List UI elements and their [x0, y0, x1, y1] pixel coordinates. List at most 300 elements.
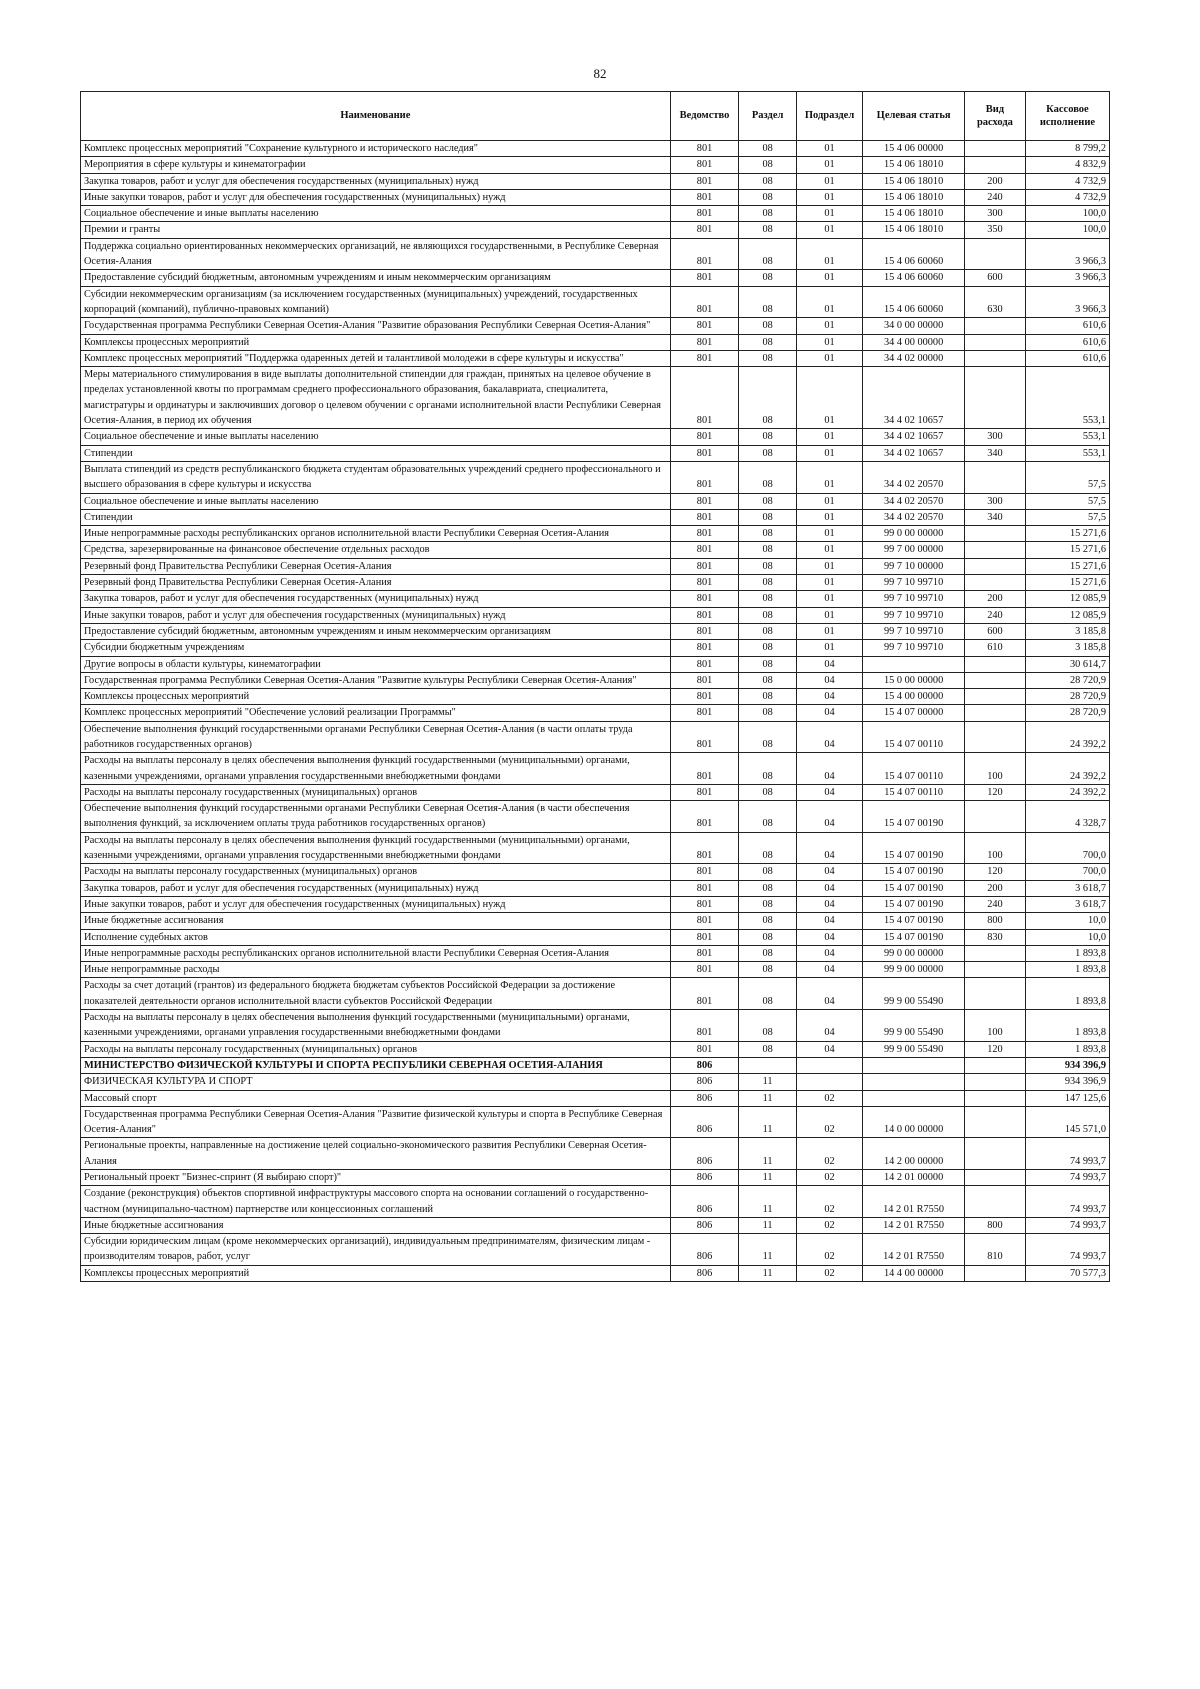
cell-target	[863, 1090, 965, 1106]
table-row	[81, 1217, 1110, 1233]
cell-exp-type: 240	[965, 896, 1026, 912]
cell-section: 08	[739, 607, 797, 623]
cell-target: 15 4 07 00000	[863, 705, 965, 721]
cell-name: Субсидии некоммерческим организациям (за исключением государственных (муниципальных) учреждений, государственных корпораций (компаний), публично-правовых компаний)	[81, 286, 671, 318]
cell-section: 08	[739, 705, 797, 721]
cell-exp-type	[965, 542, 1026, 558]
cell-dept: 801	[670, 721, 739, 753]
cell-dept: 801	[670, 334, 739, 350]
cell-name: Поддержка социально ориентированных некоммерческих организаций, не являющихся государственными, в Республике Северная Осетия-Алания	[81, 238, 671, 270]
cell-subsection: 01	[796, 640, 862, 656]
cell-section: 08	[739, 962, 797, 978]
cell-name: Комплекс процессных мероприятий "Сохранение культурного и исторического наследия"	[81, 141, 671, 157]
cell-target: 99 0 00 00000	[863, 945, 965, 961]
cell-amount: 57,5	[1025, 509, 1109, 525]
cell-name: Стипендии	[81, 509, 671, 525]
cell-name: ФИЗИЧЕСКАЯ КУЛЬТУРА И СПОРТ	[81, 1074, 671, 1090]
cell-dept: 801	[670, 1041, 739, 1057]
table-row	[81, 367, 1110, 429]
cell-subsection: 02	[796, 1090, 862, 1106]
cell-target: 34 4 02 10657	[863, 429, 965, 445]
cell-section: 08	[739, 929, 797, 945]
cell-subsection: 02	[796, 1170, 862, 1186]
table-row	[81, 575, 1110, 591]
cell-section: 08	[739, 721, 797, 753]
cell-subsection: 02	[796, 1234, 862, 1266]
cell-target: 99 7 10 00000	[863, 558, 965, 574]
table-header	[81, 92, 1110, 141]
cell-exp-type	[965, 1138, 1026, 1170]
cell-section: 08	[739, 640, 797, 656]
cell-amount: 24 392,2	[1025, 721, 1109, 753]
cell-dept: 801	[670, 896, 739, 912]
cell-dept: 801	[670, 526, 739, 542]
cell-exp-type: 340	[965, 445, 1026, 461]
cell-section: 08	[739, 173, 797, 189]
cell-exp-type	[965, 334, 1026, 350]
cell-amount: 28 720,9	[1025, 689, 1109, 705]
cell-target: 15 4 06 18010	[863, 222, 965, 238]
cell-target: 34 4 02 00000	[863, 350, 965, 366]
cell-target: 15 4 06 18010	[863, 206, 965, 222]
cell-target: 99 0 00 00000	[863, 526, 965, 542]
table-row	[81, 1265, 1110, 1281]
table-row	[81, 607, 1110, 623]
table-row	[81, 542, 1110, 558]
table-row	[81, 945, 1110, 961]
cell-target: 15 4 06 60060	[863, 238, 965, 270]
cell-target: 15 4 07 00110	[863, 784, 965, 800]
table-row	[81, 1138, 1110, 1170]
cell-exp-type: 200	[965, 591, 1026, 607]
table-row	[81, 978, 1110, 1010]
cell-section: 08	[739, 656, 797, 672]
cell-exp-type: 240	[965, 607, 1026, 623]
cell-name: Исполнение судебных актов	[81, 929, 671, 945]
table-row	[81, 784, 1110, 800]
table-row	[81, 350, 1110, 366]
cell-subsection: 02	[796, 1186, 862, 1218]
cell-exp-type: 350	[965, 222, 1026, 238]
cell-section: 08	[739, 864, 797, 880]
cell-amount: 24 392,2	[1025, 784, 1109, 800]
cell-section: 08	[739, 238, 797, 270]
cell-target: 99 9 00 55490	[863, 978, 965, 1010]
cell-name: Мероприятия в сфере культуры и кинематографии	[81, 157, 671, 173]
table-row	[81, 1106, 1110, 1138]
cell-amount: 3 966,3	[1025, 238, 1109, 270]
cell-exp-type	[965, 705, 1026, 721]
cell-exp-type: 120	[965, 784, 1026, 800]
cell-name: Стипендии	[81, 445, 671, 461]
cell-subsection: 01	[796, 558, 862, 574]
cell-subsection: 02	[796, 1138, 862, 1170]
cell-subsection: 01	[796, 542, 862, 558]
cell-name: Закупка товаров, работ и услуг для обеспечения государственных (муниципальных) нужд	[81, 880, 671, 896]
cell-name: Региональный проект "Бизнес-спринт (Я выбираю спорт)"	[81, 1170, 671, 1186]
table-row	[81, 656, 1110, 672]
cell-dept: 801	[670, 753, 739, 785]
cell-exp-type	[965, 962, 1026, 978]
table-row	[81, 206, 1110, 222]
cell-name: Иные непрограммные расходы республиканских органов исполнительной власти Республики Северная Осетия-Алания	[81, 526, 671, 542]
cell-amount: 610,6	[1025, 318, 1109, 334]
cell-name: Социальное обеспечение и иные выплаты населению	[81, 493, 671, 509]
cell-exp-type	[965, 721, 1026, 753]
cell-dept: 801	[670, 801, 739, 833]
cell-name: Социальное обеспечение и иные выплаты населению	[81, 429, 671, 445]
cell-amount: 934 396,9	[1025, 1057, 1109, 1073]
cell-amount: 15 271,6	[1025, 542, 1109, 558]
cell-amount: 4 732,9	[1025, 189, 1109, 205]
cell-exp-type	[965, 1057, 1026, 1073]
cell-section: 08	[739, 222, 797, 238]
cell-name: Комплексы процессных мероприятий	[81, 689, 671, 705]
header-exp-type: Вид расхода	[965, 92, 1026, 141]
cell-exp-type: 800	[965, 1217, 1026, 1233]
cell-dept: 806	[670, 1106, 739, 1138]
cell-section: 11	[739, 1186, 797, 1218]
cell-name: Премии и гранты	[81, 222, 671, 238]
table-row	[81, 493, 1110, 509]
cell-name: Комплекс процессных мероприятий "Поддержка одаренных детей и талантливой молодежи в сфере культуры и искусства"	[81, 350, 671, 366]
cell-dept: 801	[670, 350, 739, 366]
cell-section: 08	[739, 832, 797, 864]
cell-amount: 74 993,7	[1025, 1234, 1109, 1266]
cell-dept: 801	[670, 189, 739, 205]
cell-target: 14 4 00 00000	[863, 1265, 965, 1281]
cell-subsection	[796, 1057, 862, 1073]
cell-dept: 806	[670, 1090, 739, 1106]
cell-target	[863, 1074, 965, 1090]
cell-exp-type: 800	[965, 913, 1026, 929]
table-row	[81, 173, 1110, 189]
cell-subsection: 01	[796, 334, 862, 350]
cell-amount: 700,0	[1025, 864, 1109, 880]
cell-subsection: 04	[796, 753, 862, 785]
cell-subsection: 04	[796, 832, 862, 864]
cell-section: 08	[739, 509, 797, 525]
cell-subsection: 01	[796, 493, 862, 509]
cell-target: 99 7 10 99710	[863, 640, 965, 656]
cell-target: 15 4 06 18010	[863, 157, 965, 173]
cell-amount: 934 396,9	[1025, 1074, 1109, 1090]
table-row	[81, 929, 1110, 945]
cell-target: 15 4 07 00190	[863, 896, 965, 912]
table-row	[81, 721, 1110, 753]
table-row	[81, 189, 1110, 205]
cell-name: Создание (реконструкция) объектов спортивной инфраструктуры массового спорта на основании соглашений о государственно-частном (муниципально-частном) партнерстве или концессионных соглашений	[81, 1186, 671, 1218]
cell-amount: 4 732,9	[1025, 173, 1109, 189]
cell-target: 15 4 06 00000	[863, 141, 965, 157]
cell-name: Закупка товаров, работ и услуг для обеспечения государственных (муниципальных) нужд	[81, 173, 671, 189]
cell-section: 11	[739, 1170, 797, 1186]
cell-name: Субсидии бюджетным учреждениям	[81, 640, 671, 656]
cell-dept: 801	[670, 913, 739, 929]
cell-dept: 801	[670, 206, 739, 222]
cell-name: Расходы на выплаты персоналу государственных (муниципальных) органов	[81, 784, 671, 800]
cell-subsection: 04	[796, 1010, 862, 1042]
cell-subsection: 04	[796, 978, 862, 1010]
cell-amount: 100,0	[1025, 222, 1109, 238]
cell-exp-type	[965, 1186, 1026, 1218]
cell-section: 08	[739, 591, 797, 607]
cell-section: 08	[739, 689, 797, 705]
table-row	[81, 509, 1110, 525]
cell-amount: 1 893,8	[1025, 1041, 1109, 1057]
cell-target: 34 0 00 00000	[863, 318, 965, 334]
cell-amount: 24 392,2	[1025, 753, 1109, 785]
cell-section: 08	[739, 526, 797, 542]
cell-exp-type	[965, 672, 1026, 688]
cell-amount: 147 125,6	[1025, 1090, 1109, 1106]
cell-amount: 57,5	[1025, 493, 1109, 509]
cell-dept: 801	[670, 945, 739, 961]
table-row	[81, 270, 1110, 286]
cell-dept: 801	[670, 222, 739, 238]
cell-name: Иные бюджетные ассигнования	[81, 1217, 671, 1233]
cell-target: 15 4 00 00000	[863, 689, 965, 705]
cell-amount: 100,0	[1025, 206, 1109, 222]
cell-amount: 12 085,9	[1025, 591, 1109, 607]
table-row	[81, 672, 1110, 688]
cell-dept: 801	[670, 672, 739, 688]
cell-target: 15 4 07 00190	[863, 801, 965, 833]
page-number: 82	[593, 66, 607, 81]
table-row	[81, 558, 1110, 574]
cell-exp-type: 200	[965, 880, 1026, 896]
cell-exp-type: 200	[965, 173, 1026, 189]
cell-exp-type	[965, 238, 1026, 270]
cell-dept: 806	[670, 1217, 739, 1233]
cell-subsection: 01	[796, 206, 862, 222]
cell-name: Государственная программа Республики Северная Осетия-Алания "Развитие культуры Республики Северная Осетия-Алания"	[81, 672, 671, 688]
table-row	[81, 286, 1110, 318]
cell-dept: 801	[670, 575, 739, 591]
cell-amount: 12 085,9	[1025, 607, 1109, 623]
cell-target: 15 4 06 60060	[863, 286, 965, 318]
table-row	[81, 1041, 1110, 1057]
cell-dept: 801	[670, 445, 739, 461]
table-row	[81, 461, 1110, 493]
cell-section: 08	[739, 270, 797, 286]
cell-amount: 3 185,8	[1025, 640, 1109, 656]
cell-name: Массовый спорт	[81, 1090, 671, 1106]
table-row	[81, 1010, 1110, 1042]
cell-subsection: 01	[796, 270, 862, 286]
cell-amount: 610,6	[1025, 334, 1109, 350]
cell-dept: 801	[670, 929, 739, 945]
cell-dept: 801	[670, 238, 739, 270]
cell-section: 08	[739, 753, 797, 785]
table-row	[81, 623, 1110, 639]
cell-exp-type	[965, 1170, 1026, 1186]
cell-section: 08	[739, 542, 797, 558]
cell-subsection: 02	[796, 1106, 862, 1138]
table-row	[81, 864, 1110, 880]
cell-section: 08	[739, 286, 797, 318]
cell-target: 99 7 10 99710	[863, 623, 965, 639]
cell-amount: 1 893,8	[1025, 945, 1109, 961]
cell-dept: 801	[670, 962, 739, 978]
cell-name: Региональные проекты, направленные на достижение целей социально-экономического развития Республики Северная Осетия-Алания	[81, 1138, 671, 1170]
cell-name: МИНИСТЕРСТВО ФИЗИЧЕСКОЙ КУЛЬТУРЫ И СПОРТА РЕСПУБЛИКИ СЕВЕРНАЯ ОСЕТИЯ-АЛАНИЯ	[81, 1057, 671, 1073]
cell-exp-type	[965, 575, 1026, 591]
cell-amount: 15 271,6	[1025, 575, 1109, 591]
cell-exp-type	[965, 1090, 1026, 1106]
cell-target: 34 4 00 00000	[863, 334, 965, 350]
table-row	[81, 141, 1110, 157]
cell-dept: 801	[670, 493, 739, 509]
cell-dept: 801	[670, 591, 739, 607]
cell-name: Иные закупки товаров, работ и услуг для обеспечения государственных (муниципальных) нужд	[81, 189, 671, 205]
cell-name: Меры материального стимулирования в виде выплаты дополнительной стипендии для граждан, принятых на целевое обучение в пределах установленной квоты по программам среднего профессионального образования, бакалавриата, специалитета, магистратуры и ординатуры и заключивших договор о целевом обучении с органами исполнительной власти Республики Северная Осетия-Алания, в период их обучения	[81, 367, 671, 429]
cell-name: Резервный фонд Правительства Республики Северная Осетия-Алания	[81, 575, 671, 591]
cell-subsection: 02	[796, 1265, 862, 1281]
cell-target: 14 2 01 00000	[863, 1170, 965, 1186]
cell-dept: 806	[670, 1057, 739, 1073]
cell-subsection: 04	[796, 801, 862, 833]
cell-subsection: 04	[796, 913, 862, 929]
cell-name: Расходы на выплаты персоналу государственных (муниципальных) органов	[81, 1041, 671, 1057]
cell-subsection: 04	[796, 880, 862, 896]
cell-amount: 1 893,8	[1025, 978, 1109, 1010]
cell-exp-type: 100	[965, 832, 1026, 864]
table-row	[81, 591, 1110, 607]
cell-dept: 806	[670, 1074, 739, 1090]
cell-section: 08	[739, 1010, 797, 1042]
cell-target: 34 4 02 10657	[863, 367, 965, 429]
cell-subsection: 04	[796, 721, 862, 753]
table-row	[81, 896, 1110, 912]
table-row	[81, 157, 1110, 173]
cell-section: 08	[739, 141, 797, 157]
cell-dept: 801	[670, 286, 739, 318]
cell-subsection: 01	[796, 189, 862, 205]
cell-amount: 553,1	[1025, 445, 1109, 461]
cell-dept: 801	[670, 429, 739, 445]
cell-name: Комплексы процессных мероприятий	[81, 334, 671, 350]
cell-name: Иные закупки товаров, работ и услуг для обеспечения государственных (муниципальных) нужд	[81, 896, 671, 912]
cell-exp-type	[965, 367, 1026, 429]
cell-section: 08	[739, 461, 797, 493]
table-row	[81, 913, 1110, 929]
cell-amount: 28 720,9	[1025, 705, 1109, 721]
cell-dept: 801	[670, 173, 739, 189]
cell-section: 08	[739, 429, 797, 445]
cell-amount: 15 271,6	[1025, 526, 1109, 542]
cell-section: 08	[739, 801, 797, 833]
cell-amount: 8 799,2	[1025, 141, 1109, 157]
cell-subsection: 01	[796, 445, 862, 461]
cell-name: Обеспечение выполнения функций государственными органами Республики Северная Осетия-Алания (в части обеспечения выполнения функций, за исключением оплаты труда работников государственных органов)	[81, 801, 671, 833]
cell-section: 08	[739, 896, 797, 912]
cell-section: 08	[739, 318, 797, 334]
cell-dept: 801	[670, 461, 739, 493]
cell-subsection: 01	[796, 509, 862, 525]
cell-section: 08	[739, 978, 797, 1010]
cell-target: 14 2 00 00000	[863, 1138, 965, 1170]
cell-exp-type	[965, 656, 1026, 672]
cell-name: Государственная программа Республики Северная Осетия-Алания "Развитие физической культуры и спорта в Республике Северная Осетия-Алания"	[81, 1106, 671, 1138]
cell-amount: 3 618,7	[1025, 880, 1109, 896]
table-row	[81, 801, 1110, 833]
cell-dept: 801	[670, 607, 739, 623]
cell-section: 08	[739, 1041, 797, 1057]
table-row	[81, 222, 1110, 238]
cell-exp-type: 630	[965, 286, 1026, 318]
header-target: Целевая статья	[863, 92, 965, 141]
cell-amount: 3 618,7	[1025, 896, 1109, 912]
cell-exp-type	[965, 1074, 1026, 1090]
cell-amount: 4 832,9	[1025, 157, 1109, 173]
cell-subsection: 01	[796, 429, 862, 445]
cell-dept: 801	[670, 509, 739, 525]
cell-target: 99 9 00 55490	[863, 1010, 965, 1042]
cell-section: 08	[739, 334, 797, 350]
cell-exp-type: 600	[965, 270, 1026, 286]
cell-subsection: 04	[796, 896, 862, 912]
table-row	[81, 705, 1110, 721]
cell-name: Иные непрограммные расходы	[81, 962, 671, 978]
cell-amount: 553,1	[1025, 367, 1109, 429]
cell-dept: 801	[670, 640, 739, 656]
cell-subsection: 02	[796, 1217, 862, 1233]
table-row	[81, 880, 1110, 896]
cell-name: Закупка товаров, работ и услуг для обеспечения государственных (муниципальных) нужд	[81, 591, 671, 607]
cell-exp-type	[965, 801, 1026, 833]
cell-amount: 553,1	[1025, 429, 1109, 445]
cell-amount: 10,0	[1025, 913, 1109, 929]
cell-amount: 610,6	[1025, 350, 1109, 366]
cell-name: Резервный фонд Правительства Республики Северная Осетия-Алания	[81, 558, 671, 574]
cell-section: 11	[739, 1234, 797, 1266]
cell-amount: 10,0	[1025, 929, 1109, 945]
cell-subsection: 01	[796, 623, 862, 639]
cell-amount: 70 577,3	[1025, 1265, 1109, 1281]
cell-target	[863, 656, 965, 672]
cell-amount: 3 966,3	[1025, 270, 1109, 286]
cell-target: 15 4 07 00190	[863, 832, 965, 864]
cell-subsection: 04	[796, 689, 862, 705]
cell-subsection: 01	[796, 222, 862, 238]
cell-exp-type: 100	[965, 753, 1026, 785]
cell-section: 11	[739, 1090, 797, 1106]
cell-exp-type	[965, 689, 1026, 705]
cell-dept: 801	[670, 367, 739, 429]
cell-subsection: 01	[796, 607, 862, 623]
cell-section: 08	[739, 445, 797, 461]
cell-target: 34 4 02 20570	[863, 493, 965, 509]
cell-subsection: 01	[796, 591, 862, 607]
cell-exp-type: 300	[965, 429, 1026, 445]
cell-exp-type: 830	[965, 929, 1026, 945]
cell-section: 08	[739, 575, 797, 591]
cell-amount: 700,0	[1025, 832, 1109, 864]
cell-subsection: 04	[796, 705, 862, 721]
cell-subsection: 04	[796, 929, 862, 945]
table-row	[81, 832, 1110, 864]
cell-target: 15 4 06 18010	[863, 173, 965, 189]
cell-amount: 57,5	[1025, 461, 1109, 493]
cell-target: 14 2 01 R7550	[863, 1217, 965, 1233]
cell-exp-type	[965, 558, 1026, 574]
cell-target: 99 7 10 99710	[863, 591, 965, 607]
cell-target: 99 7 10 99710	[863, 575, 965, 591]
cell-amount: 3 966,3	[1025, 286, 1109, 318]
cell-section	[739, 1057, 797, 1073]
cell-target: 15 4 07 00110	[863, 753, 965, 785]
